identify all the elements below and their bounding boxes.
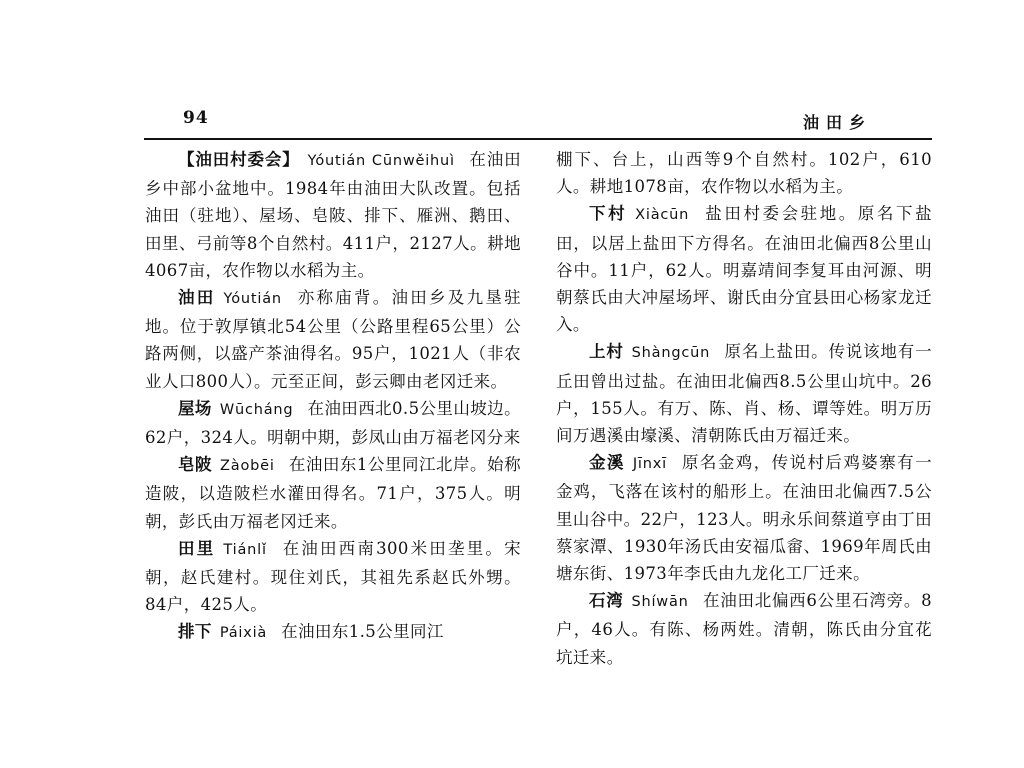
entry-text: 在油田东1.5公里同江 — [281, 622, 444, 642]
entry-text: 棚下、台上，山西等9个自然村。102户，610人。耕地1078亩，农作物以水稻为主。 — [556, 150, 932, 197]
entry-text: 在油田东1公里同江北岸。始称造陂，以造陂栏水灌田得名。71户，375人。明朝，彭氏由万福老冈迁来。 — [145, 455, 521, 531]
header-rule — [144, 138, 932, 140]
entry-name: 石湾 — [589, 591, 624, 611]
entry-pinyin: Wūcháng — [219, 401, 294, 418]
entry-name: 上村 — [589, 342, 624, 362]
entry-text: 盐田村委会驻地。原名下盐田，以居上盐田下方得名。在油田北偏西8公里山谷中。11户，62人。明嘉靖间李复耳由河源、明朝蔡氏由大冲屋场坪、谢氏由分宜县田心杨家龙迁入。 — [556, 204, 932, 335]
entry — [556, 587, 932, 671]
right-column — [556, 146, 932, 671]
entry — [145, 535, 521, 619]
entry-name: 排下 — [178, 622, 212, 642]
entry-text: 在油田西南300米田垄里。宋朝，赵氏建村。现住刘氏，其祖先系赵氏外甥。84户，425人。 — [145, 538, 521, 615]
entry-pinyin: Shàngcūn — [631, 345, 711, 362]
left-column — [145, 146, 521, 648]
entry-pinyin: Yóutián Cūnwěihuì — [307, 153, 455, 169]
entry-pinyin: Yóutián — [223, 291, 282, 308]
entry-pinyin: Shíwān — [631, 594, 689, 611]
entry-pinyin: Páixià — [219, 625, 268, 642]
entry-text: 原名上盐田。传说该地有一丘田曾出过盐。在油田北偏西8.5公里山坑中。26户，155人。有万、陈、肖、杨、谭等姓。明万历间万遇溪由壕溪、清朝陈氏由万福迁来。 — [556, 342, 932, 446]
entry — [145, 618, 521, 647]
entry-name: 金溪 — [589, 453, 625, 473]
entry-pinyin: Zàobēi — [220, 458, 275, 475]
entry — [556, 200, 932, 338]
entry-name: 下村 — [589, 204, 628, 224]
entry — [145, 284, 521, 395]
entry — [145, 395, 521, 451]
page-number: 94 — [183, 108, 209, 128]
entry-name: 【油田村委会】 — [178, 150, 300, 169]
entry-text: 在油田西北0.5公里山坡边。62户，324人。明朝中期，彭凤山由万福老冈分来 — [145, 398, 521, 448]
entry-text: 亦称庙背。油田乡及九垦驻地。位于敦厚镇北54公里（公路里程65公里）公路两侧，以盛产茶油得名。95户，1021人（非农业人口800人）。元至正间，彭云卿由老冈迁来。 — [145, 288, 521, 391]
entry — [556, 338, 932, 449]
entry — [145, 146, 521, 284]
entry — [556, 449, 932, 587]
entry-text: 在油田北偏西6公里石湾旁。8户，46人。有陈、杨两姓。清朝，陈氏由分宜花坑迁来。 — [556, 591, 932, 667]
entry-continuation — [556, 146, 932, 200]
entry-pinyin: Tiánlǐ — [223, 541, 267, 558]
entry-name: 田里 — [178, 538, 216, 558]
running-title: 油田乡 — [803, 113, 873, 132]
entry-text: 原名金鸡，传说村后鸡婆寨有一金鸡，飞落在该村的船形上。在油田北偏西7.5公里山谷中。22户，123人。明永乐间蔡道亨由丁田蔡家潭、1930年汤氏由安福瓜畲、1969年周氏由塘东街、1973年李氏由九龙化工厂迁来。 — [556, 453, 932, 584]
entry-pinyin: Xiàcūn — [635, 207, 690, 224]
entry-name: 油田 — [178, 288, 216, 308]
entry-pinyin: Jīnxī — [632, 456, 667, 473]
entry-text: 在油田乡中部小盆地中。1984年由油田大队改置。包括油田（驻地）、屋场、皂陂、排下、雁洲、鹅田、田里、弓前等8个自然村。411户，2127人。耕地4067亩，农作物以水稻为主。 — [145, 150, 521, 280]
entry-name: 屋场 — [178, 398, 212, 418]
entry — [145, 451, 521, 535]
entry-name: 皂陂 — [178, 455, 213, 475]
